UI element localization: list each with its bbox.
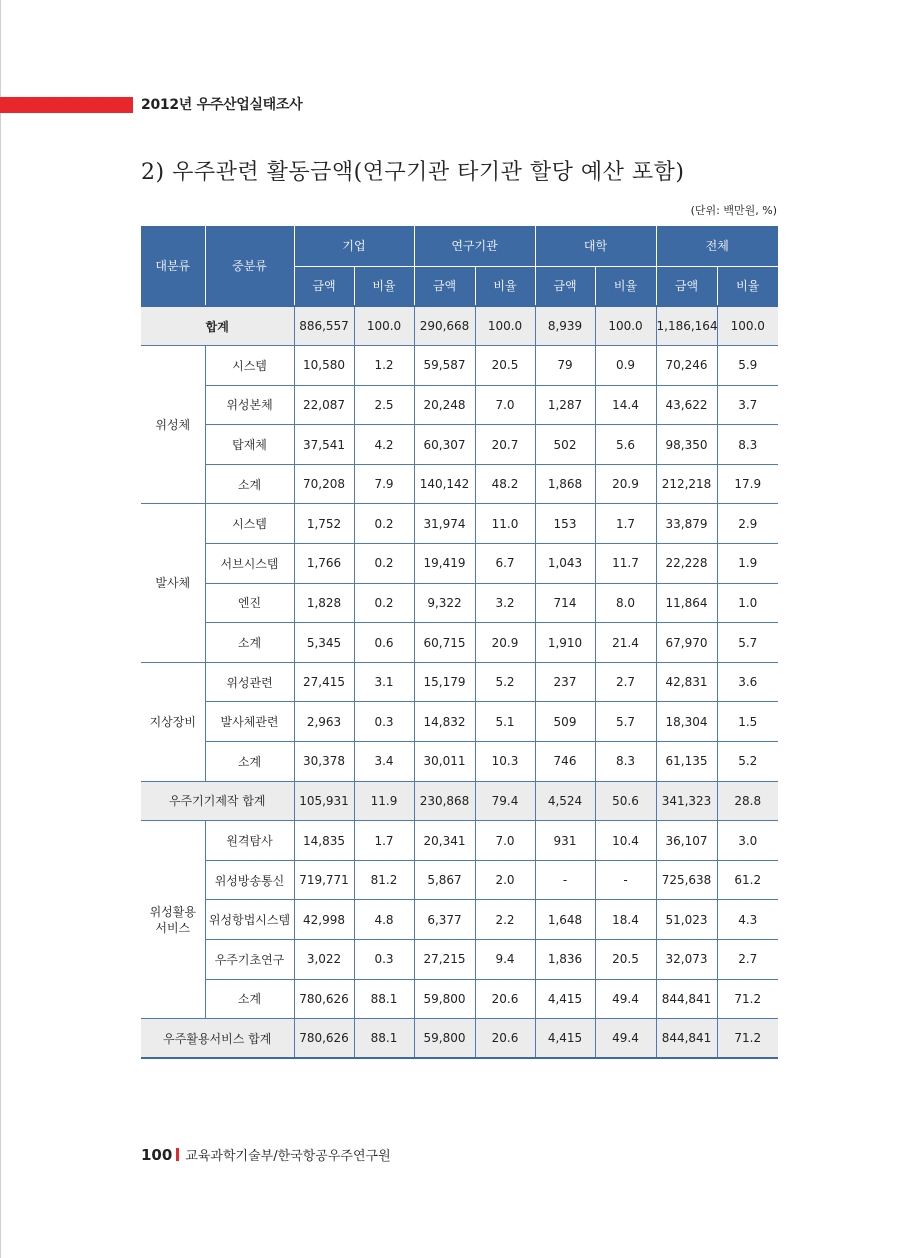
- header-sub-ratio: 비율: [595, 266, 656, 306]
- subcategory-label: 소계: [205, 979, 294, 1019]
- ratio-cell: 7.0: [475, 385, 535, 425]
- ratio-cell: 1.7: [595, 504, 656, 544]
- amount-cell: 1,910: [535, 623, 595, 663]
- amount-cell: 153: [535, 504, 595, 544]
- table-row: [141, 544, 778, 584]
- amount-cell: 67,970: [656, 623, 717, 663]
- header-accent-bar: [0, 97, 133, 113]
- ratio-cell: 1.5: [717, 702, 778, 742]
- ratio-cell: 20.7: [475, 425, 535, 465]
- ratio-cell: 8.0: [595, 583, 656, 623]
- ratio-cell: 7.9: [354, 464, 414, 504]
- ratio-cell: 5.7: [595, 702, 656, 742]
- ratio-cell: 2.9: [717, 504, 778, 544]
- header-group-company: 기업: [294, 226, 414, 266]
- table-row: [141, 702, 778, 742]
- amount-cell: 20,341: [414, 821, 475, 861]
- ratio-cell: 79.4: [475, 781, 535, 821]
- amount-cell: 290,668: [414, 306, 475, 346]
- ratio-cell: 14.4: [595, 385, 656, 425]
- ratio-cell: 20.5: [595, 940, 656, 980]
- amount-cell: 30,011: [414, 742, 475, 782]
- amount-cell: 4,524: [535, 781, 595, 821]
- ratio-cell: 3.6: [717, 662, 778, 702]
- table-body: [141, 306, 778, 1058]
- ratio-cell: 5.2: [475, 662, 535, 702]
- amount-cell: 1,287: [535, 385, 595, 425]
- ratio-cell: 6.7: [475, 544, 535, 584]
- category-ground-equipment: 지상장비: [141, 662, 205, 781]
- ratio-cell: 48.2: [475, 464, 535, 504]
- subcategory-label: 발사체관련: [205, 702, 294, 742]
- subcategory-label: 위성방송통신: [205, 860, 294, 900]
- amount-cell: 3,022: [294, 940, 354, 980]
- header-sub-ratio: 비율: [475, 266, 535, 306]
- ratio-cell: 0.3: [354, 702, 414, 742]
- ratio-cell: 1.9: [717, 544, 778, 584]
- subcategory-label: 탑재체: [205, 425, 294, 465]
- amount-cell: 70,246: [656, 346, 717, 386]
- amount-cell: 31,974: [414, 504, 475, 544]
- amount-cell: 886,557: [294, 306, 354, 346]
- amount-cell: 931: [535, 821, 595, 861]
- amount-cell: 5,345: [294, 623, 354, 663]
- header-sub-amount: 금액: [414, 266, 475, 306]
- subcategory-label: 위성본체: [205, 385, 294, 425]
- amount-cell: 33,879: [656, 504, 717, 544]
- ratio-cell: 17.9: [717, 464, 778, 504]
- amount-cell: 1,828: [294, 583, 354, 623]
- ratio-cell: 81.2: [354, 860, 414, 900]
- amount-cell: 509: [535, 702, 595, 742]
- category-satellite: 위성체: [141, 346, 205, 504]
- amount-cell: 32,073: [656, 940, 717, 980]
- amount-cell: 725,638: [656, 860, 717, 900]
- header-sub-amount: 금액: [294, 266, 354, 306]
- ratio-cell: 1.0: [717, 583, 778, 623]
- amount-cell: 844,841: [656, 979, 717, 1019]
- amount-cell: 11,864: [656, 583, 717, 623]
- ratio-cell: 4.8: [354, 900, 414, 940]
- footer-separator: [176, 1148, 179, 1161]
- ratio-cell: 11.7: [595, 544, 656, 584]
- category-label-line: 서비스: [155, 920, 191, 935]
- amount-cell: 43,622: [656, 385, 717, 425]
- ratio-cell: 28.8: [717, 781, 778, 821]
- subcategory-label: 위성관련: [205, 662, 294, 702]
- total-label: 합계: [141, 306, 294, 346]
- amount-cell: 140,142: [414, 464, 475, 504]
- page-footer: [141, 1145, 391, 1164]
- ratio-cell: 88.1: [354, 979, 414, 1019]
- ratio-cell: 100.0: [717, 306, 778, 346]
- amount-cell: 14,835: [294, 821, 354, 861]
- amount-cell: 19,419: [414, 544, 475, 584]
- amount-cell: 9,322: [414, 583, 475, 623]
- amount-cell: 105,931: [294, 781, 354, 821]
- amount-cell: 4,415: [535, 1019, 595, 1059]
- ratio-cell: 5.6: [595, 425, 656, 465]
- ratio-cell: 5.7: [717, 623, 778, 663]
- table-row: [141, 623, 778, 663]
- ratio-cell: 0.2: [354, 583, 414, 623]
- amount-cell: 22,228: [656, 544, 717, 584]
- amount-cell: 27,415: [294, 662, 354, 702]
- ratio-cell: 88.1: [354, 1019, 414, 1059]
- ratio-cell: 2.7: [595, 662, 656, 702]
- amount-cell: 5,867: [414, 860, 475, 900]
- amount-cell: 10,580: [294, 346, 354, 386]
- amount-cell: 341,323: [656, 781, 717, 821]
- amount-cell: 1,648: [535, 900, 595, 940]
- total-row: [141, 1019, 778, 1059]
- amount-cell: 719,771: [294, 860, 354, 900]
- amount-cell: 1,752: [294, 504, 354, 544]
- section-title: 2) 우주관련 활동금액(연구기관 타기관 할당 예산 포함): [141, 160, 685, 185]
- header-sub-amount: 금액: [535, 266, 595, 306]
- table-row: [141, 860, 778, 900]
- category-launcher: 발사체: [141, 504, 205, 662]
- amount-cell: 60,715: [414, 623, 475, 663]
- amount-cell: 79: [535, 346, 595, 386]
- table-row: [141, 662, 778, 702]
- ratio-cell: -: [595, 860, 656, 900]
- amount-cell: 59,587: [414, 346, 475, 386]
- footer-organization: 교육과학기술부/한국항공우주연구원: [185, 1149, 391, 1164]
- header-major-category: 대분류: [141, 226, 205, 306]
- ratio-cell: 4.3: [717, 900, 778, 940]
- amount-cell: 1,868: [535, 464, 595, 504]
- ratio-cell: 5.9: [717, 346, 778, 386]
- amount-cell: 30,378: [294, 742, 354, 782]
- ratio-cell: 50.6: [595, 781, 656, 821]
- amount-cell: 780,626: [294, 1019, 354, 1059]
- amount-cell: 2,963: [294, 702, 354, 742]
- table-row: [141, 940, 778, 980]
- ratio-cell: 49.4: [595, 979, 656, 1019]
- ratio-cell: 11.9: [354, 781, 414, 821]
- ratio-cell: 10.4: [595, 821, 656, 861]
- ratio-cell: 100.0: [595, 306, 656, 346]
- ratio-cell: 20.6: [475, 1019, 535, 1059]
- ratio-cell: 3.7: [717, 385, 778, 425]
- ratio-cell: 20.6: [475, 979, 535, 1019]
- table-row: [141, 346, 778, 386]
- table-row: [141, 821, 778, 861]
- ratio-cell: 0.6: [354, 623, 414, 663]
- amount-cell: 844,841: [656, 1019, 717, 1059]
- amount-cell: 37,541: [294, 425, 354, 465]
- amount-cell: 42,998: [294, 900, 354, 940]
- amount-cell: 61,135: [656, 742, 717, 782]
- ratio-cell: 5.2: [717, 742, 778, 782]
- ratio-cell: 1.7: [354, 821, 414, 861]
- table-row: [141, 425, 778, 465]
- ratio-cell: 1.2: [354, 346, 414, 386]
- unit-note: (단위: 백만원, %): [690, 204, 777, 217]
- amount-cell: 212,218: [656, 464, 717, 504]
- amount-cell: 1,043: [535, 544, 595, 584]
- amount-cell: 70,208: [294, 464, 354, 504]
- ratio-cell: 61.2: [717, 860, 778, 900]
- amount-cell: 746: [535, 742, 595, 782]
- header-sub-ratio: 비율: [354, 266, 414, 306]
- running-header: 2012년 우주산업실태조사: [141, 97, 303, 113]
- subcategory-label: 소계: [205, 464, 294, 504]
- subcategory-label: 시스템: [205, 504, 294, 544]
- ratio-cell: 10.3: [475, 742, 535, 782]
- ratio-cell: 20.9: [475, 623, 535, 663]
- ratio-cell: 2.0: [475, 860, 535, 900]
- amount-cell: 230,868: [414, 781, 475, 821]
- ratio-cell: 2.5: [354, 385, 414, 425]
- ratio-cell: 5.1: [475, 702, 535, 742]
- table-row: [141, 583, 778, 623]
- subcategory-label: 소계: [205, 623, 294, 663]
- amount-cell: -: [535, 860, 595, 900]
- amount-cell: 6,377: [414, 900, 475, 940]
- header-sub-ratio: 비율: [717, 266, 778, 306]
- total-label: 우주기기제작 합계: [141, 781, 294, 821]
- amount-cell: 51,023: [656, 900, 717, 940]
- total-label: 우주활용서비스 합계: [141, 1019, 294, 1059]
- header-sub-amount: 금액: [656, 266, 717, 306]
- amount-cell: 18,304: [656, 702, 717, 742]
- ratio-cell: 8.3: [717, 425, 778, 465]
- table-row: [141, 742, 778, 782]
- subcategory-label: 위성항법시스템: [205, 900, 294, 940]
- ratio-cell: 0.2: [354, 504, 414, 544]
- table-row: [141, 385, 778, 425]
- page-edge-rule: [0, 0, 1, 1258]
- amount-cell: 59,800: [414, 1019, 475, 1059]
- ratio-cell: 0.2: [354, 544, 414, 584]
- total-row: [141, 306, 778, 346]
- subcategory-label: 우주기초연구: [205, 940, 294, 980]
- ratio-cell: 3.2: [475, 583, 535, 623]
- subcategory-label: 원격탐사: [205, 821, 294, 861]
- ratio-cell: 3.1: [354, 662, 414, 702]
- ratio-cell: 9.4: [475, 940, 535, 980]
- amount-cell: 780,626: [294, 979, 354, 1019]
- header-group-university: 대학: [535, 226, 656, 266]
- ratio-cell: 8.3: [595, 742, 656, 782]
- subcategory-label: 시스템: [205, 346, 294, 386]
- ratio-cell: 11.0: [475, 504, 535, 544]
- header-group-research: 연구기관: [414, 226, 535, 266]
- header-group-total: 전체: [656, 226, 778, 266]
- amount-cell: 4,415: [535, 979, 595, 1019]
- ratio-cell: 100.0: [354, 306, 414, 346]
- amount-cell: 15,179: [414, 662, 475, 702]
- ratio-cell: 71.2: [717, 979, 778, 1019]
- ratio-cell: 20.5: [475, 346, 535, 386]
- ratio-cell: 0.3: [354, 940, 414, 980]
- page-number: 100: [141, 1146, 173, 1164]
- ratio-cell: 20.9: [595, 464, 656, 504]
- subcategory-label: 서브시스템: [205, 544, 294, 584]
- amount-cell: 714: [535, 583, 595, 623]
- activity-amount-table: [141, 226, 778, 1059]
- amount-cell: 1,186,164: [656, 306, 717, 346]
- amount-cell: 1,836: [535, 940, 595, 980]
- amount-cell: 98,350: [656, 425, 717, 465]
- total-row: [141, 781, 778, 821]
- ratio-cell: 100.0: [475, 306, 535, 346]
- category-satellite-service: [141, 821, 205, 1019]
- subcategory-label: 엔진: [205, 583, 294, 623]
- ratio-cell: 18.4: [595, 900, 656, 940]
- table-row: [141, 979, 778, 1019]
- amount-cell: 8,939: [535, 306, 595, 346]
- ratio-cell: 4.2: [354, 425, 414, 465]
- table-row: [141, 464, 778, 504]
- ratio-cell: 7.0: [475, 821, 535, 861]
- subcategory-label: 소계: [205, 742, 294, 782]
- amount-cell: 27,215: [414, 940, 475, 980]
- ratio-cell: 2.2: [475, 900, 535, 940]
- ratio-cell: 49.4: [595, 1019, 656, 1059]
- amount-cell: 14,832: [414, 702, 475, 742]
- amount-cell: 59,800: [414, 979, 475, 1019]
- amount-cell: 42,831: [656, 662, 717, 702]
- ratio-cell: 71.2: [717, 1019, 778, 1059]
- ratio-cell: 2.7: [717, 940, 778, 980]
- table-row: [141, 900, 778, 940]
- ratio-cell: 21.4: [595, 623, 656, 663]
- ratio-cell: 0.9: [595, 346, 656, 386]
- amount-cell: 22,087: [294, 385, 354, 425]
- amount-cell: 20,248: [414, 385, 475, 425]
- ratio-cell: 3.4: [354, 742, 414, 782]
- amount-cell: 36,107: [656, 821, 717, 861]
- category-label-line: 위성활용: [149, 904, 196, 919]
- amount-cell: 237: [535, 662, 595, 702]
- amount-cell: 502: [535, 425, 595, 465]
- header-minor-category: 중분류: [205, 226, 294, 306]
- amount-cell: 1,766: [294, 544, 354, 584]
- amount-cell: 60,307: [414, 425, 475, 465]
- ratio-cell: 3.0: [717, 821, 778, 861]
- table-row: [141, 504, 778, 544]
